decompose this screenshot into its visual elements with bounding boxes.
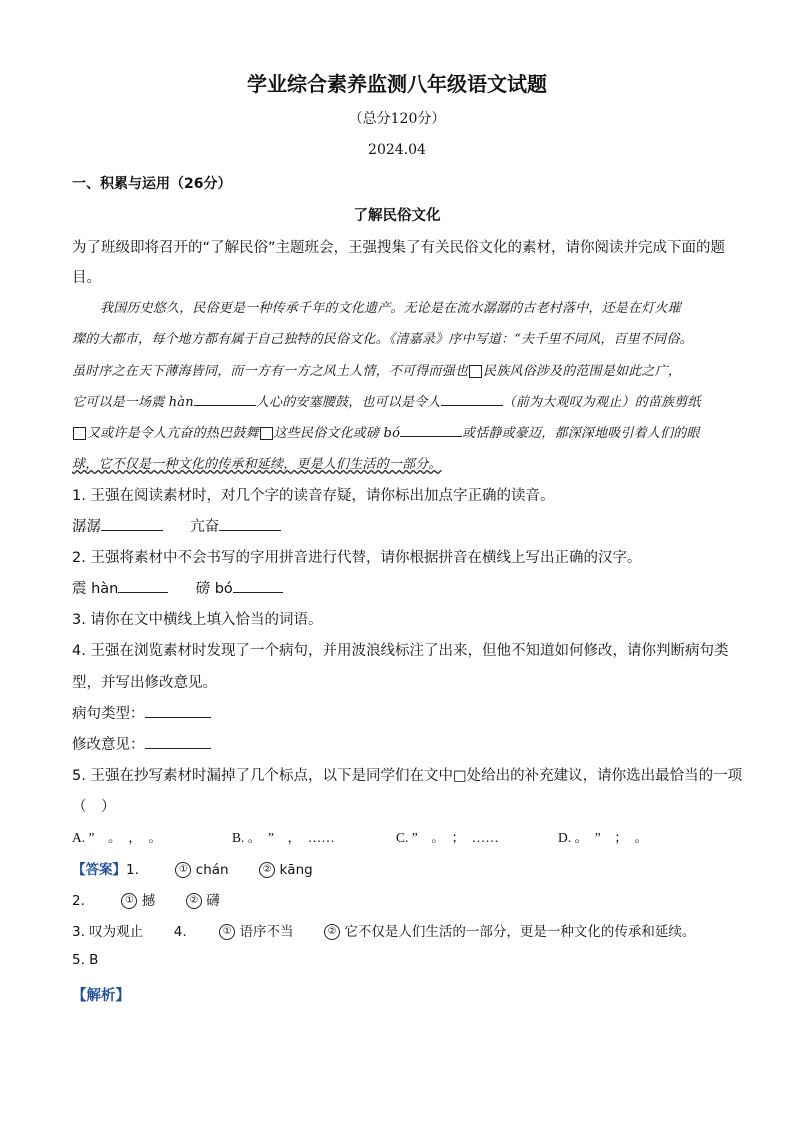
passage-line-2: 璨的大都市，每个地方都有属于自己独特的民俗文化。《清嘉录》序中写道：“夫千里不同风，百里不同俗。 (72, 332, 693, 347)
q4-item-1 (72, 702, 211, 723)
q2-blank-1[interactable] (118, 578, 168, 593)
passage-line-6 (72, 453, 442, 472)
q1-item-2: 亢奋 (190, 519, 220, 535)
answer-line-3 (72, 920, 695, 940)
exam-date: 2024.04 (368, 142, 426, 158)
fill-blank-han[interactable] (194, 391, 256, 406)
a4-num: 4. (173, 924, 187, 940)
passage-line-4 (72, 391, 701, 410)
answer-label: 【答案】 (72, 862, 126, 878)
answer-line-5: 5. B (72, 952, 99, 968)
answer-line-2 (72, 889, 220, 909)
page-title: 学业综合素养监测八年级语文试题 (247, 72, 547, 96)
a2-1-marker: ① (121, 893, 137, 909)
a3: 3. 叹为观止 (72, 924, 144, 940)
question-1: 1. 王强在阅读素材时，对几个字的读音存疑，请你标出加点字正确的读音。 (72, 488, 555, 504)
passage-line-3 (72, 360, 681, 379)
passage-line-4c: （前为大观叹为观止）的苗族剪纸 (502, 395, 701, 410)
punctuation-box (469, 365, 482, 378)
passage-line-5a: 又或许是令人亢奋的热巴鼓舞 (87, 426, 259, 441)
question-4-line-2: 型，并写出修改意见。 (72, 675, 217, 691)
passage-title: 了解民俗文化 (353, 208, 441, 224)
a2-2: 礴 (206, 893, 220, 909)
q5-option-b[interactable]: B. 。 ” ， …… (232, 830, 335, 845)
question-3: 3. 请你在文中横线上填入恰当的词语。 (72, 612, 323, 628)
q5-option-d[interactable]: D. 。 ” ； 。 (558, 830, 648, 845)
question-5-line-1: 5. 王强在抄写素材时漏掉了几个标点，以下是同学们在文中□处给出的补充建议，请你选出最恰当的一项 (72, 768, 743, 784)
fill-blank-idiom[interactable] (441, 391, 503, 406)
q2-blank-2[interactable] (233, 578, 283, 593)
q1-blank-1[interactable] (101, 516, 163, 531)
q4-item-2-label: 修改意见： (72, 737, 145, 753)
q4-item-1-label: 病句类型： (72, 706, 145, 722)
q4-blank-1[interactable] (145, 703, 211, 718)
punctuation-box (73, 427, 86, 440)
analysis-label: 【解析】 (72, 988, 130, 1004)
q1-items (72, 515, 281, 536)
q1-item-1: 潺潺 (72, 519, 101, 535)
passage-line-5 (72, 422, 700, 441)
passage-line-5c: 或恬静或豪迈，都深深地吸引着人们的眼 (462, 426, 700, 441)
q5-options (72, 826, 648, 846)
a1-1: chán (195, 862, 229, 878)
answer-line-1 (72, 858, 313, 878)
total-score: （总分120分） (348, 111, 446, 127)
passage-line-4b: 人心的安塞腰鼓，也可以是令人 (255, 395, 441, 410)
q2-item-1: 震 hàn (72, 581, 119, 597)
q4-blank-2[interactable] (145, 734, 211, 749)
a2-num: 2. (72, 893, 85, 909)
q4-item-2 (72, 733, 211, 754)
a1-1-marker: ① (175, 862, 191, 878)
q5-option-c[interactable]: C. ” 。 ； …… (396, 830, 499, 845)
section-heading: 一、积累与运用（26分） (72, 176, 232, 192)
a2-1: 撼 (141, 893, 156, 909)
a4-1: 语序不当 (239, 924, 294, 940)
q5-option-a[interactable]: A. ” 。 ， 。 (72, 830, 162, 845)
intro-line-2: 目。 (72, 270, 101, 286)
a2-2-marker: ② (186, 893, 202, 909)
punctuation-box (260, 427, 273, 440)
faulty-sentence: 球，它不仅是一种文化的传承和延续，更是人们生活的一部分。 (72, 457, 442, 472)
passage-line-4a: 它可以是一场震 hàn (72, 395, 194, 410)
passage-line-3b: 民族风俗涉及的范围是如此之广， (483, 364, 682, 379)
a1-2-marker: ② (259, 862, 275, 878)
q2-items (72, 577, 283, 598)
passage-line-5b: 这些民俗文化或磅 bó (273, 426, 401, 441)
intro-line-1: 为了班级即将召开的“了解民俗”主题班会，王强搜集了有关民俗文化的素材，请你阅读并完成下面的题 (72, 240, 726, 256)
fill-blank-bo[interactable] (400, 422, 462, 437)
a4-2: 它不仅是人们生活的一部分，更是一种文化的传承和延续。 (344, 924, 696, 940)
passage-line-3a: 虽时序之在天下薄海皆同，而一方有一方之风土人情，不可得而强也 (72, 364, 469, 379)
a1-2: kāng (279, 862, 313, 878)
a4-2-marker: ② (324, 924, 340, 940)
question-2: 2. 王强将素材中不会书写的字用拼音进行代替，请你根据拼音在横线上写出正确的汉字。 (72, 550, 642, 566)
question-5-line-2: （ ） (72, 799, 116, 815)
a4-1-marker: ① (219, 924, 235, 940)
a1-num: 1. (126, 862, 139, 878)
q2-item-2: 磅 bó (195, 581, 233, 597)
question-4-line-1: 4. 王强在浏览素材时发现了一个病句，并用波浪线标注了出来，但他不知道如何修改，请你判断病句类 (72, 643, 729, 659)
passage-line-1: 我国历史悠久，民俗更是一种传承千年的文化遗产。无论是在流水潺潺的古老村落中，还是在灯火璀 (100, 301, 681, 316)
q1-blank-2[interactable] (219, 516, 281, 531)
